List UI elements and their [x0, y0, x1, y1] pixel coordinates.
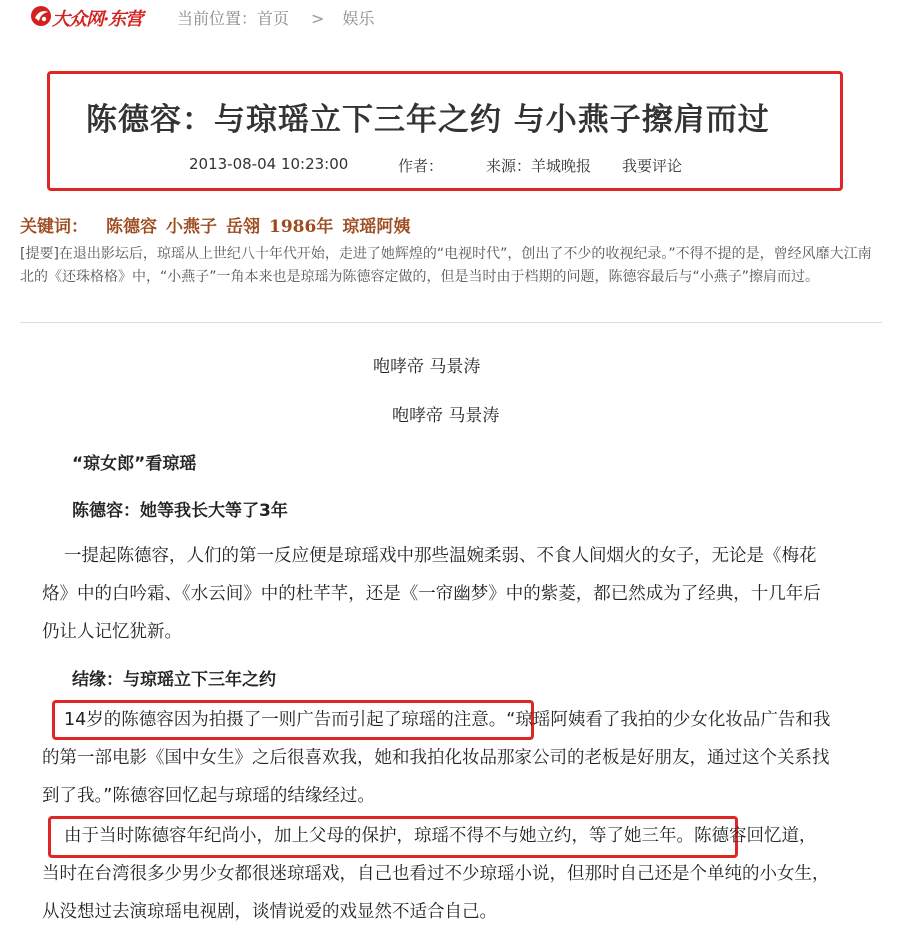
article-paragraph: [42, 817, 832, 931]
chevron-right-icon: >: [311, 9, 325, 28]
keywords-bar: [20, 212, 419, 237]
keyword-link[interactable]: 岳翎: [226, 217, 260, 237]
keyword-link[interactable]: 小燕子: [166, 217, 217, 237]
section-heading: 陈德容：她等我长大等了3年: [72, 501, 288, 521]
highlighted-sentence: 由于当时陈德容年纪尚小，加上父母的保护，琼瑶不得不与她立约，等了她三年。: [64, 826, 694, 846]
site-logo[interactable]: [30, 4, 166, 30]
top-bar: [0, 0, 900, 34]
section-heading: “琼女郎”看琼瑶: [72, 454, 197, 474]
keywords-label: 关键词：: [20, 217, 88, 237]
author-label: 作者：: [398, 157, 444, 175]
breadcrumb-home-link[interactable]: 首页: [257, 9, 290, 28]
image-caption: 咆哮帝 马景涛: [392, 406, 500, 426]
highlighted-sentence: 14岁的陈德容因为拍摄了一则广告而引起了琼瑶的注意。: [64, 710, 507, 730]
divider: [20, 322, 882, 323]
keyword-link[interactable]: 1986年: [269, 217, 334, 237]
image-caption: 咆哮帝 马景涛: [373, 357, 481, 377]
comment-link[interactable]: 我要评论: [622, 157, 683, 175]
breadcrumb-category-link[interactable]: 娱乐: [342, 9, 375, 28]
publish-date: 2013-08-04 10:23:00: [189, 155, 349, 173]
brand-emblem-icon: [30, 5, 52, 27]
keyword-link[interactable]: 琼瑶阿姨: [342, 217, 411, 237]
article-paragraph: 一提起陈德容，人们的第一反应便是琼瑶戏中那些温婉柔弱、不食人间烟火的女子，无论是《梅花烙》中的白吟霜、《水云间》中的杜芊芊，还是《一帘幽梦》中的紫菱，都已然成为了经典，十几年后仍让人记忆犹新。: [42, 546, 821, 642]
breadcrumb-prefix: 当前位置：: [177, 9, 258, 28]
breadcrumb: [177, 6, 374, 29]
paragraph-text: 陈德容回忆道，当时在台湾很多少男少女都很迷琼瑶戏，自己也看过不少琼瑶小说，但那时自己还是个单纯的小女生，从没想过去演琼瑶电视剧，谈情说爱的戏显然不适合自己。: [42, 826, 830, 922]
site-logo-text: 大众网·东营: [52, 9, 143, 30]
paragraph-text: “琼瑶阿姨看了我拍的少女化妆品广告和我的第一部电影《国中女生》之后很喜欢我，她和我拍化妆品那家公司的老板是好朋友，通过这个关系找到了我。”陈德容回忆起与琼瑶的结缘经过。: [42, 710, 831, 806]
source-label: 来源：羊城晚报: [486, 157, 592, 175]
article-summary: [提要]在退出影坛后，琼瑶从上世纪八十年代开始，走进了她辉煌的“电视时代”，创出了不少的收视纪录。”不得不提的是，曾经风靡大江南北的《还珠格格》中，“小燕子”一角本来也是琼瑶为陈德容定做的，但是当时由于档期的问题，陈德容最后与“小燕子”擦肩而过。: [20, 246, 872, 285]
keyword-link[interactable]: 陈德容: [106, 217, 157, 237]
article-paragraph: [42, 701, 832, 815]
article-title: 陈德容：与琼瑶立下三年之约 与小燕子擦肩而过: [86, 102, 770, 138]
section-heading: 结缘：与琼瑶立下三年之约: [72, 670, 276, 690]
